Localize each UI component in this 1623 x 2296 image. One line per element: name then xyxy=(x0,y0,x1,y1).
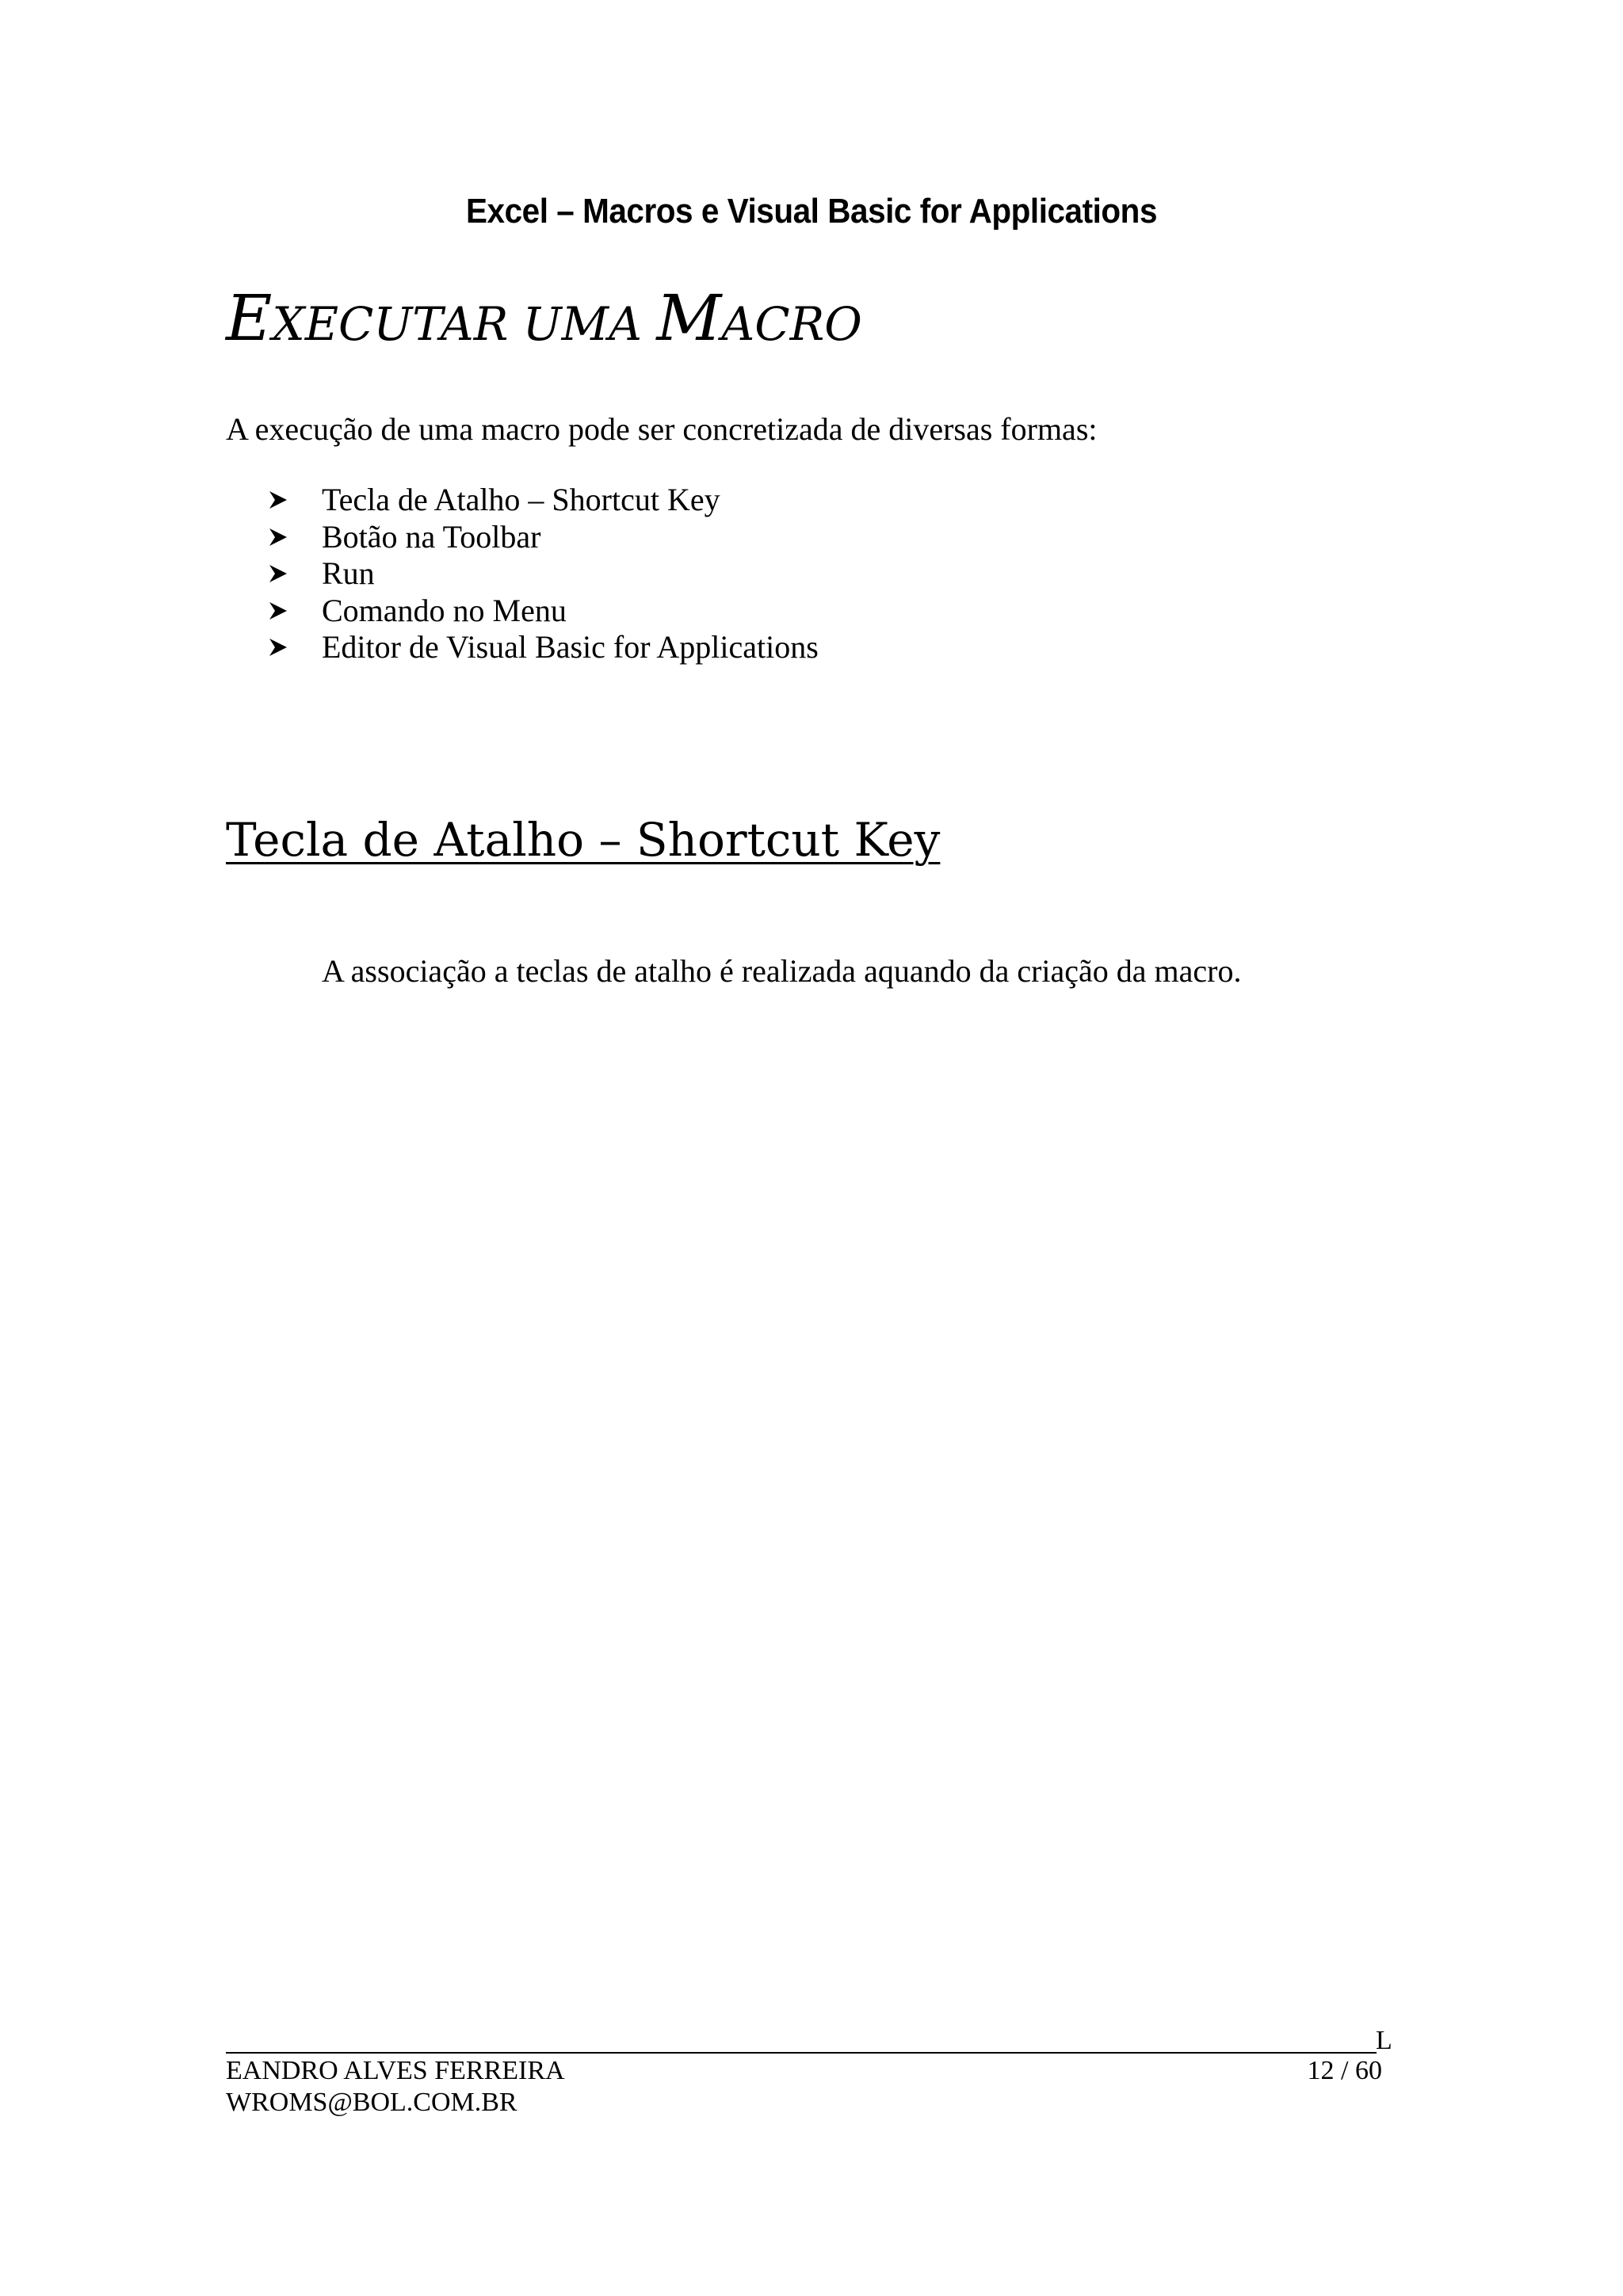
section-paragraph: A associação a teclas de atalho é realizada aquando da criação da macro. xyxy=(322,953,1242,989)
title-part-2: ACRO xyxy=(721,297,862,351)
title-initial-e: E xyxy=(226,281,273,355)
arrowhead-bullet-icon xyxy=(269,528,287,546)
arrowhead-bullet-icon xyxy=(269,565,287,582)
page-title xyxy=(226,281,862,355)
arrowhead-bullet-icon xyxy=(269,639,287,656)
footer-author: EANDRO ALVES FERREIRA xyxy=(226,2056,565,2085)
list-item-text: Run xyxy=(322,555,375,591)
running-header: Excel – Macros e Visual Basic for Applications xyxy=(465,192,1158,231)
section-heading: Tecla de Atalho – Shortcut Key xyxy=(226,813,941,867)
list-item-text: Editor de Visual Basic for Applications xyxy=(322,629,819,665)
intro-paragraph: A execução de uma macro pode ser concretizada de diversas formas: xyxy=(226,411,1098,447)
list-item-text: Tecla de Atalho – Shortcut Key xyxy=(322,482,720,517)
arrowhead-bullet-icon xyxy=(269,602,287,620)
title-initial-m: M xyxy=(656,281,722,355)
title-part-1: XECUTAR UMA xyxy=(272,297,657,351)
arrowhead-bullet-icon xyxy=(269,491,287,509)
page-number: 12 / 60 xyxy=(1307,2056,1382,2085)
list-item-text: Comando no Menu xyxy=(322,592,567,628)
footer-divider xyxy=(226,2052,1377,2054)
list-item-text: Botão na Toolbar xyxy=(322,518,541,555)
footer-marker: L xyxy=(1376,2026,1392,2055)
footer-email: WROMS@BOL.COM.BR xyxy=(226,2088,517,2117)
